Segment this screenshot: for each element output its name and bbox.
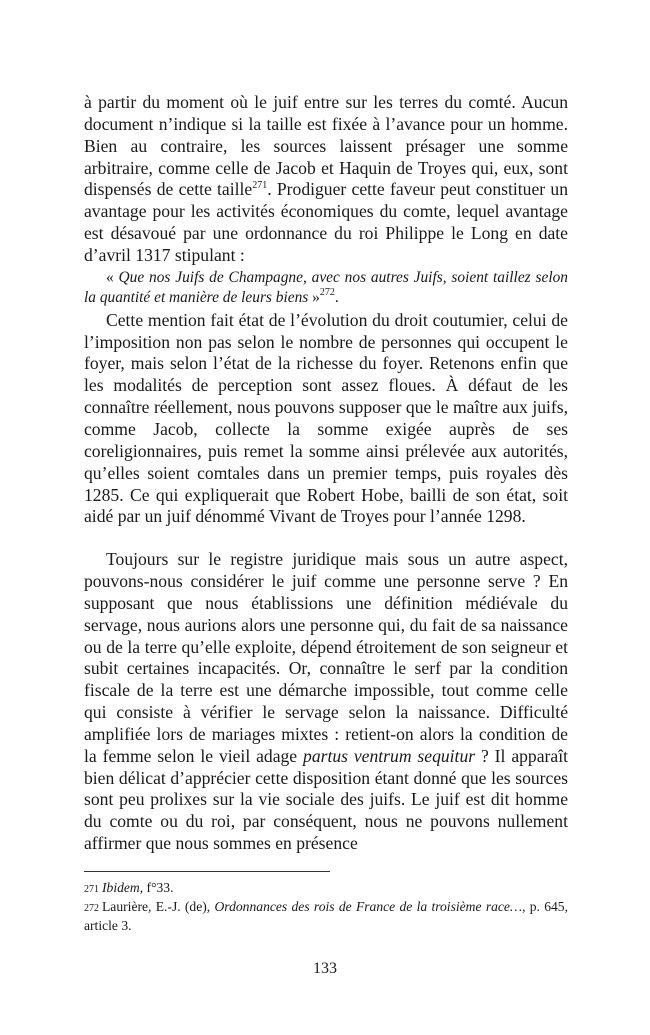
footnote-separator bbox=[84, 871, 330, 872]
paragraph-1-text-after: . Prodiguer cette faveur peut constituer un avantage pour les activités économiques du comte, lequel avantage est désavoué par une ordonnance du roi Philippe le Long en date d’avril 1317 stipulant : bbox=[84, 179, 568, 265]
footnote-ref-271[interactable]: 271 bbox=[252, 180, 268, 192]
page-body bbox=[84, 92, 568, 855]
footnote-rest: , p. 645, article 3. bbox=[84, 899, 569, 933]
footnote-number: 272 bbox=[84, 903, 99, 914]
quote-close: » bbox=[308, 288, 320, 306]
footnotes-section bbox=[84, 871, 568, 934]
paragraph-3-text: Toujours sur le registre juridique mais sous un autre aspect, pouvons-nous considérer le juif comme une personne serve ? En supposant que nous établissions une définition médiévale du servage, nous aurions alors une personne qui, du fait de sa naissance ou de la terre qu’elle exploite, dépend étroitement de son seigneur et subit certaines incapacités. Or, connaître le serf par la condition fiscale de la terre est une démarche impossible, tout comme celle qui consiste à vérifier le servage selon la naissance. Difficulté amplifiée lors de mariages mixtes : retient-on alors la condition de la femme selon le vieil adage bbox=[84, 549, 568, 766]
footnote-272 bbox=[84, 898, 568, 934]
quote-text: Que nos Juifs de Champagne, avec nos autres Juifs, soient taillez selon la quantité et manière de leurs biens bbox=[84, 268, 568, 306]
paragraph-3-text-after: ? Il apparaît bien délicat d’apprécier cette disposition étant donné que les sources sont peu prolixes sur la vie sociale des juifs. Le juif est dit homme du comte ou du roi, par conséquent, nous ne pouvons nullement affirmer que nous sommes en présence bbox=[84, 745, 568, 854]
footnote-italic: Ibidem bbox=[102, 880, 140, 895]
paragraph-2: Cette mention fait état de l’évolution du droit coutumier, celui de l’imposition non pas selon le nombre de personnes qui occupent le foyer, mais selon l’état de la richesse du foyer. Retenons enfin que les modalités de perception sont assez floues. À défaut de les connaître réellement, nous pouvons supposer que le maître aux juifs, comme Jacob, collecte la somme exigée auprès de ses coreligionnaires, puis remet la somme ainsi prélevée aux autorités, qu’elles soient comtales dans un premier temps, puis royales dès 1285. Ce qui expliquerait que Robert Hobe, bailli de son état, soit aidé par un juif dénommé Vivant de Troyes pour l’année 1298. bbox=[84, 309, 568, 527]
paragraph-1 bbox=[84, 92, 568, 267]
paragraph-1-text: à partir du moment où le juif entre sur les terres du comté. Aucun document n’indique si la taille est fixée à l’avance pour un homme. Bien au contraire, les sources laissent présager une somme arbitraire, comme celle de Jacob et Haquin de Troyes qui, eux, sont dispensés de cette taille bbox=[84, 92, 568, 200]
paragraph-3 bbox=[84, 549, 568, 855]
page-number: 133 bbox=[313, 960, 337, 977]
footnote-rest: , f°33. bbox=[139, 880, 174, 895]
quote-end: . bbox=[334, 288, 339, 306]
quote-open: « bbox=[106, 268, 119, 286]
footnote-italic: Ordonnances des rois de France de la troisième race… bbox=[214, 899, 523, 914]
latin-adage: partus ventrum sequitur bbox=[303, 745, 476, 766]
footnote-number: 271 bbox=[84, 884, 99, 895]
paragraph-gap bbox=[84, 528, 568, 549]
footnote-271 bbox=[84, 879, 568, 898]
footnote-pre: Laurière, E.-J. (de), bbox=[102, 899, 215, 914]
block-quote bbox=[84, 268, 568, 308]
footnote-ref-272[interactable]: 272 bbox=[319, 286, 335, 298]
